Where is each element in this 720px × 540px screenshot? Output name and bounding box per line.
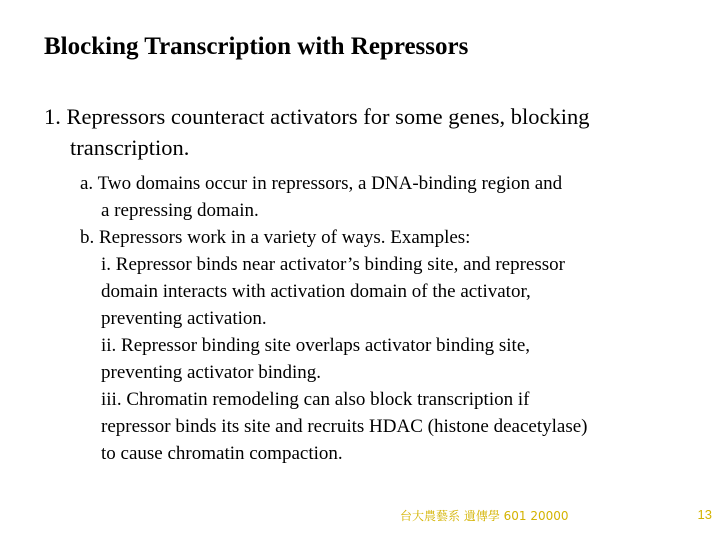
sub-point-iii-line-3: to cause chromatin compaction.	[101, 443, 343, 464]
sub-point-iii-line-1: iii. Chromatin remodeling can also block transcription if	[101, 389, 530, 410]
bullet-point-1	[44, 101, 589, 163]
sub-point-a-line-2: a repressing domain.	[101, 200, 259, 221]
bullet-point-1-line-2: transcription.	[70, 135, 190, 160]
page-number: 13	[697, 507, 712, 522]
sub-point-i-line-3: preventing activation.	[101, 308, 267, 329]
bullet-point-1-line-1: 1. Repressors counteract activators for some genes, blocking	[44, 104, 590, 129]
slide-footer: 台大農藝系 遺傳學 601 20000	[400, 509, 569, 523]
sub-point-a-line-1: a. Two domains occur in repressors, a DNA-binding region and	[80, 173, 563, 194]
sub-point-iii-line-2: repressor binds its site and recruits HDAC (histone deacetylase)	[101, 416, 588, 437]
sub-point-i-line-1: i. Repressor binds near activator’s binding site, and repressor	[101, 254, 565, 275]
sub-point-ii-line-1: ii. Repressor binding site overlaps activator binding site,	[101, 335, 531, 356]
slide-title: Blocking Transcription with Repressors	[44, 33, 469, 60]
sub-point-b-line-1: b. Repressors work in a variety of ways. Examples:	[80, 227, 471, 248]
sub-point-i-line-2: domain interacts with activation domain of the activator,	[101, 281, 531, 302]
sub-points	[80, 170, 587, 467]
sub-point-ii-line-2: preventing activator binding.	[101, 362, 322, 383]
